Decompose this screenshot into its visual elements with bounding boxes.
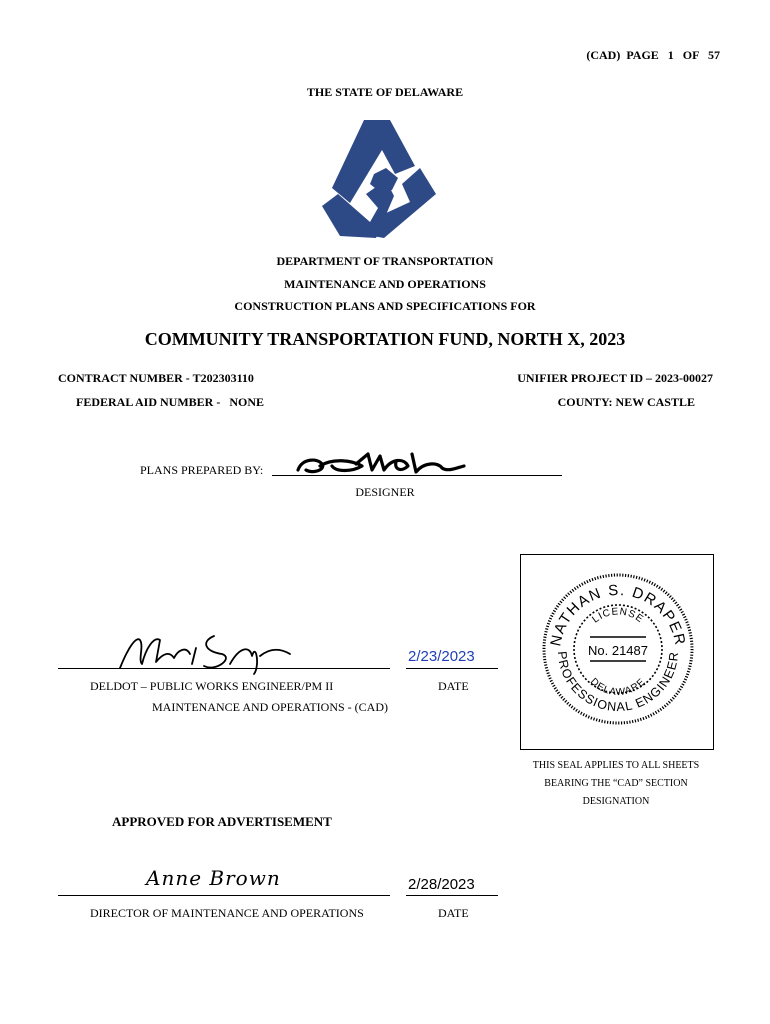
seal-license-number: No. 21487: [588, 643, 648, 658]
seal-note-line-1: THIS SEAL APPLIES TO ALL SHEETS: [532, 760, 700, 771]
project-title: COMMUNITY TRANSPORTATION FUND, NORTH X, 2023: [144, 329, 626, 349]
county: COUNTY: NEW CASTLE: [557, 395, 695, 409]
svg-text:PROFESSIONAL ENGINEER: [555, 651, 681, 715]
seal-license-text: LICENSE: [590, 606, 646, 626]
director-date-label: DATE: [438, 906, 469, 920]
state-name: THE STATE OF DELAWARE: [306, 85, 464, 99]
seal-profession-text: PROFESSIONAL ENGINEER: [554, 650, 682, 715]
seal-name-text: NATHAN S. DRAPER: [547, 581, 689, 648]
department-line-1: DEPARTMENT OF TRANSPORTATION: [276, 254, 494, 268]
unifier-project-id: UNIFIER PROJECT ID – 2023-00027: [517, 371, 713, 385]
seal-note-line-3: DESIGNATION: [582, 796, 650, 807]
svg-text:DELAWARE: [588, 676, 648, 698]
svg-text:LICENSE: [590, 606, 645, 625]
director-title: DIRECTOR OF MAINTENANCE AND OPERATIONS: [90, 906, 364, 920]
seal-note-line-2: BEARING THE “CAD” SECTION: [544, 778, 688, 789]
director-signature-line: [58, 895, 390, 896]
federal-aid-number: FEDERAL AID NUMBER - NONE: [76, 395, 265, 409]
plans-prepared-label: PLANS PREPARED BY:: [140, 463, 264, 477]
engineer-signature-line: [58, 668, 390, 669]
approval-heading: APPROVED FOR ADVERTISEMENT: [112, 814, 332, 829]
director-sign-date: 2/28/2023: [408, 876, 475, 893]
designer-signature: [292, 448, 468, 478]
department-line-3: CONSTRUCTION PLANS AND SPECIFICATIONS FOR: [234, 299, 536, 313]
department-line-2: MAINTENANCE AND OPERATIONS: [284, 277, 486, 291]
contract-number: CONTRACT NUMBER - T202303110: [58, 371, 254, 385]
director-signature: Anne Brown: [146, 866, 281, 890]
professional-engineer-seal: [540, 571, 696, 727]
engineer-date-label: DATE: [438, 679, 469, 693]
designer-label: DESIGNER: [355, 485, 415, 499]
seal-state-text: DELAWARE: [587, 676, 649, 699]
director-date-line: [406, 895, 498, 896]
engineer-date-line: [406, 668, 498, 669]
page-number-label: (CAD) PAGE 1 OF 57: [586, 48, 720, 62]
deldot-logo-icon: [320, 118, 438, 240]
engineer-title: DELDOT – PUBLIC WORKS ENGINEER/PM II: [90, 679, 334, 693]
engineer-subtitle: MAINTENANCE AND OPERATIONS - (CAD): [152, 700, 388, 714]
engineer-sign-date: 2/23/2023: [408, 648, 475, 665]
